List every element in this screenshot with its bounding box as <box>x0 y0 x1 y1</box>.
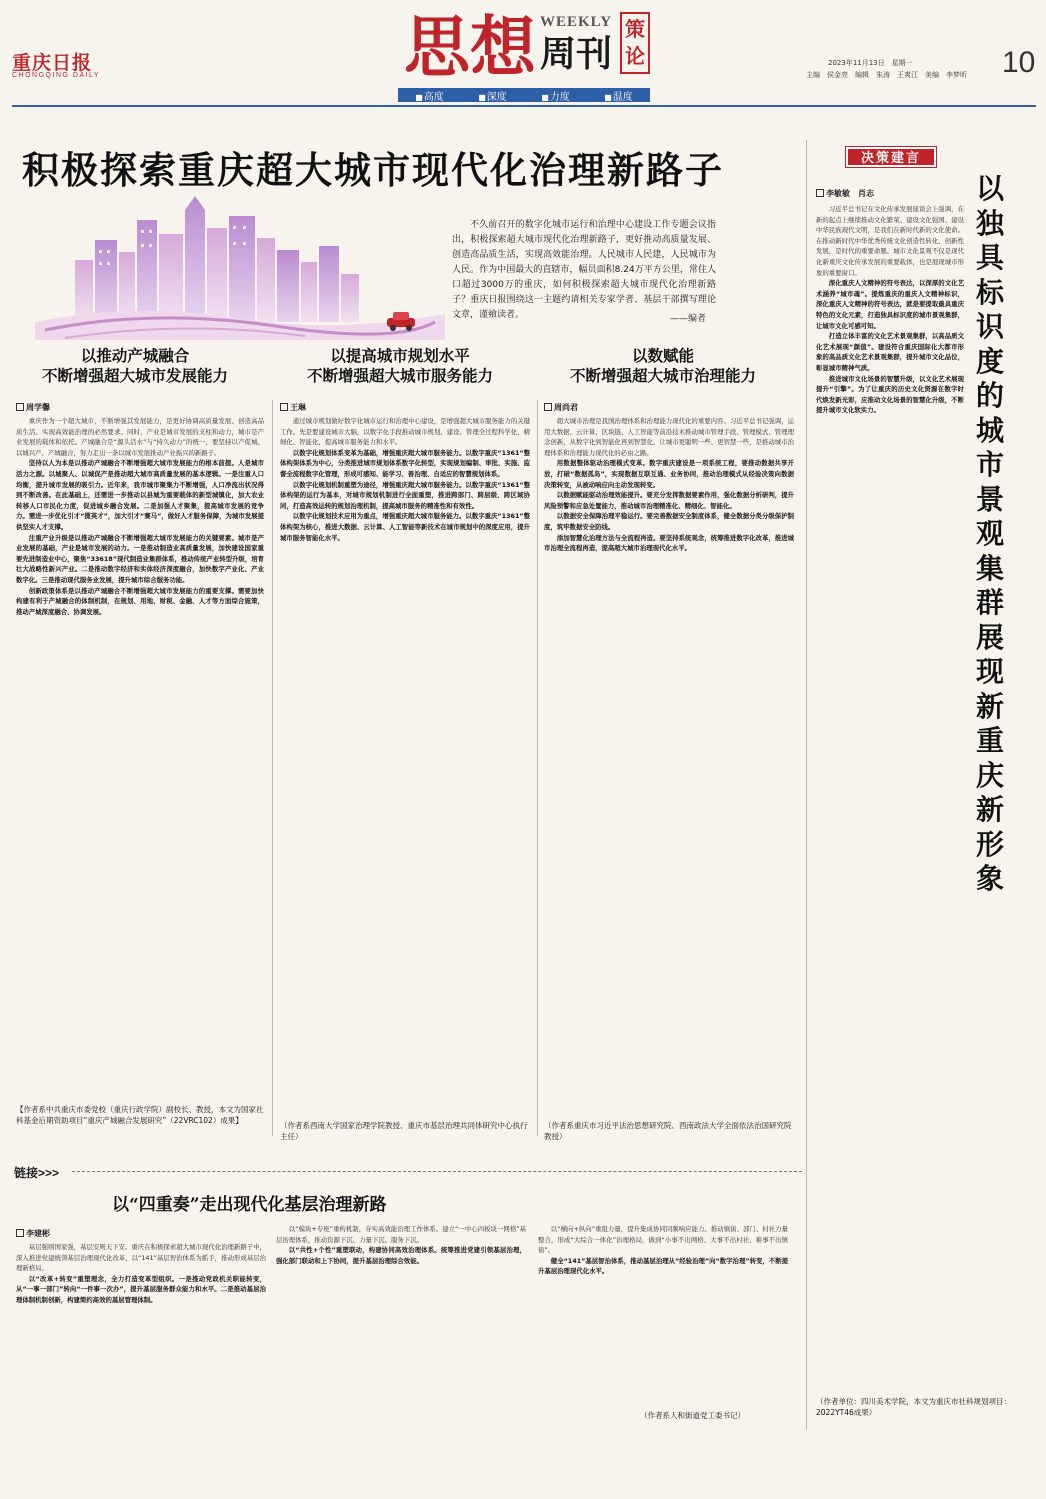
article-paragraph: 以“横向+纵向”重组力量，提升集成协同同频响应能力。推动镇街、部门、村社力量整合，形成“大综合一体化”治理格局，做到“小事不出网格、大事不出村社、难事不出镇街”。 <box>538 1225 788 1255</box>
tag-item: ■ 高度 <box>415 88 444 103</box>
link-article-col-2 <box>276 1224 526 1420</box>
article-paragraph: 以“共性+个性”重塑联动，构建协同高效治理体系。统筹推进党建引领基层治理，强化部门联动和上下协同，提升基层治理综合效能。 <box>276 1246 526 1265</box>
newspaper-logo: 重庆日报 <box>12 52 93 74</box>
article-3-byline: 周尚君 <box>544 402 578 413</box>
article-3-author-note: （作者系重庆市习近平法治思想研究院、西南政法大学全面依法治国研究院教授） <box>544 1121 792 1141</box>
article-paragraph: 健全“141”基层智治体系，推动基层治理从“经验治理”向“数字治理”转变，不断提升基层治理现代化水平。 <box>538 1256 788 1276</box>
tag-item: ■ 深度 <box>478 88 507 103</box>
link-article-author-note: （作者系人和街道党工委书记） <box>640 1411 745 1420</box>
article-paragraph: 创新政策体系是以推动产城融合不断增强超大城市发展能力的重要支撑。需要加快构建有利于产城融合的体制机制，在规划、用地、财税、金融、人才等方面综合施策，推动产城深度融合、协调发展。 <box>16 586 264 616</box>
masthead-divider <box>12 105 1036 107</box>
section-brand-subtitle: 周刊 <box>540 33 613 75</box>
link-article-title: 以“四重奏”走出现代化基层治理新路 <box>112 1195 387 1215</box>
link-section-divider <box>72 1171 802 1172</box>
article-2-subhead-line2: 不断增强超大城市服务能力 <box>306 366 493 385</box>
article-paragraph: 添加智慧化治理方法与全流程再造。要坚持系统观念，统筹推进数字化改革，推进城市治理全流程再造，提高超大城市治理现代化水平。 <box>544 533 794 553</box>
article-paragraph: 重庆作为一个超大城市，不断增强其发展能力，是更好协调高质量发展、创造高品质生活、实现高效能治理的必然要求。同时，产业是城市发展的支柱和动力，城市是产业发展的载体和依托。产城融合是“源头活水”与“持久动力”的统一，要坚持以产促城、以城兴产、产城融合，努力走出一条以城市发展推动产业振兴的新路子。 <box>16 417 264 457</box>
main-headline: 积极探索重庆超大城市现代化治理新路子 <box>22 148 724 192</box>
editor-credits: 主编 侯金亮 编辑 朱涛 王爽江 美编 李梦昕 <box>806 71 967 79</box>
link-article-byline: 李建彬 <box>16 1228 50 1239</box>
article-1-subhead-line2: 不断增强超大城市发展能力 <box>41 366 228 385</box>
article-paragraph: 以数字化规划体系变革为基础，增强重庆超大城市服务能力。以数字重庆“1361”整体构架体系为中心，分类推进城市规划体系数字化转型，实现规划编制、审批、实施、监督全流程数字化管理，形成可感知、能学习、善治理、自适应的智慧规划体系。 <box>280 448 530 478</box>
page-number: 10 <box>1002 46 1036 79</box>
article-2-body <box>280 416 530 1116</box>
article-2-subhead-line1: 以提高城市规划水平 <box>330 346 470 365</box>
article-1-body <box>16 416 264 1096</box>
section-badge: 决策建言 <box>846 147 936 167</box>
article-paragraph: 以数据安全保障治理平稳运行。要完善数据安全制度体系，健全数据分类分级保护制度，筑牢数据安全防线。 <box>544 512 794 531</box>
article-paragraph: 超大城市治理是我国治理体系和治理能力现代化的重要内容。习近平总书记强调，运用大数据、云计算、区块链、人工智能等前沿技术推动城市管理手段、管理模式、管理理念创新，从数字化到智能化再到智慧化，让城市更聪明一些、更智慧一些，是推动城市治理体系和治理能力现代化的必由之路。 <box>544 417 794 457</box>
article-paragraph: 注重产业升级是以推动产城融合不断增强超大城市发展能力的关键要素。城市是产业发展的基础，产业是城市发展的动力。一是推动制造业高质量发展，加快建设国家重要先进制造业中心，聚焦“33618”现代制造业集群体系，推动传统产业转型升级，培育壮大战略性新兴产业。二是推动数字经济和实体经济深度融合，加快数字产业化、产业数字化。三是推动现代服务业发展，提升城市综合服务功能。 <box>16 533 264 584</box>
article-2-subhead <box>284 346 516 386</box>
article-1-author-note: 【作者系中共重庆市委党校（重庆行政学院）副校长、教授，本文为国家社科基金后期资助项目“重庆产城融合发展研究”（22VRC102）成果】 <box>16 1105 264 1125</box>
article-paragraph: 以“改革+转变”重塑理念，全力打造变革型组织。一是推动党政机关职能转变，从“一事一部门”转向“一件事一次办”，提升基层服务群众能力和水平。二是推动基层治理体制机制创新，构建简约高效的基层管理体制。 <box>16 1274 266 1304</box>
editor-signature: ——编者 <box>670 314 707 324</box>
article-paragraph: 以数字化规划技术应用为重点，增强重庆超大城市服务能力。以数字重庆“1361”整体构架为核心，推进大数据、云计算、人工智能等新技术在城市规划中的深度应用，提升城市服务智能化水平。 <box>280 512 530 542</box>
weekly-label: WEEKLY <box>540 14 613 30</box>
feature-body <box>816 204 964 1364</box>
article-3-subhead-line1: 以数赋能 <box>631 346 694 365</box>
section-brand-title: 思想 <box>404 8 536 86</box>
editor-intro: 不久前召开的数字化城市运行和治理中心建设工作专题会议指出，积极探索超大城市现代化治理新路子，更好推动高质量发展、创造高品质生活，实现高效能治理。人民城市人民建，人民城市为人民。作为中国最大的直辖市，幅员面积8.24万平方公里，常住人口超过3000万的重庆，如何积极探索超大城市现代化治理新路子？重庆日报围绕这一主题约请相关专家学者、基层干部撰写理论文章，谨飨读者。 <box>452 220 716 320</box>
article-paragraph: 推进城市文化场景的智慧升级，以文化艺术展现提升“引擎”。为了让重庆的历史文化资源在数字时代焕发新光彩，应推动文化场景的智慧化升级，不断提升城市文化软实力。 <box>816 374 964 415</box>
link-article-col-1 <box>16 1242 266 1420</box>
article-1-subhead-line1: 以推动产城融合 <box>80 346 190 365</box>
article-paragraph: 习近平总书记在文化传承发展座谈会上强调，在新的起点上继续推动文化繁荣、建设文化强国、建设中华民族现代文明，是我们在新时代新的文化使命。在推动新时代中华优秀传统文化创造性转化、创新性发展，是时代的重要命题。城市文化景观不仅是现代化新重庆文化传承发展的重要载体，也是展现城市形象的重要窗口。 <box>816 205 964 277</box>
article-paragraph: 以数字化规划机制重塑为途径，增强重庆超大城市服务能力。以数字重庆“1361”整体构架的运行为基本，对城市规划机制进行全面重塑，推进跨部门、跨层级、跨区域协同，打造高效运转的规划治理机制，提高城市服务的精准性和有效性。 <box>280 480 530 510</box>
article-3-body <box>544 416 794 1116</box>
article-paragraph: 用数据整体驱动治理模式变革。数字重庆建设是一项系统工程，要推动数据共享开放，打破“数据孤岛”，实现数据互联互通、业务协同，推动治理模式从经验决策向数据决策转变，从被动响应向主动发现转变。 <box>544 459 794 489</box>
column-divider <box>272 400 273 1136</box>
newspaper-logo-en: CHONGQING DAILY <box>12 72 101 79</box>
column-divider <box>537 400 538 1136</box>
feature-vertical-title: 以独具标识度的城市景观集群展现新重庆新形象 <box>975 172 1004 895</box>
tag-item: ■ 温度 <box>604 88 633 103</box>
city-skyline-illustration <box>35 190 445 340</box>
article-1-subhead <box>24 346 246 386</box>
section-tags <box>398 88 650 102</box>
masthead <box>0 0 1046 108</box>
feature-author-note: （作者单位：四川美术学院，本文为重庆市社科规划项目：2022YT46成果） <box>816 1397 1011 1417</box>
article-3-subhead-line2: 不断增强超大城市治理能力 <box>569 366 756 385</box>
article-paragraph: 基层强则国家强，基层安则天下安。重庆在积极探索超大城市现代化治理新路子中，深入推进党建统领基层治理现代化改革，以“141”基层智治体系为抓手，推动形成基层治理新格局。 <box>16 1243 266 1273</box>
article-paragraph: 打造立体丰富的文化艺术景观集群，以高品质文化艺术展现“颜值”。建设符合重庆国际化大都市形象的高品质文化艺术景观集群，提升城市文化品位，彰显城市精神气质。 <box>816 332 964 372</box>
article-paragraph: 以“模块+专班”重构机制，夯实高效能治理工作体系。建立“一中心四板块一网格”基层治理体系，推动资源下沉、力量下沉、服务下沉。 <box>276 1225 526 1244</box>
feature-byline: 李敏敏 肖志 <box>816 188 874 199</box>
article-2-author-note: （作者系西南大学国家治理学院教授、重庆市基层治理共同体研究中心执行主任） <box>280 1121 528 1141</box>
link-section-label: 链接>>> <box>14 1166 60 1180</box>
link-article-col-3 <box>538 1224 788 1406</box>
article-2-byline: 王琳 <box>280 402 306 413</box>
column-divider <box>806 140 807 1430</box>
article-paragraph: 坚持以人为本是以推动产城融合不断增强超大城市发展能力的根本前提。人是城市活力之源。以城聚人、以城促产是推动超大城市高质量发展的基本逻辑。一是注重人口均衡，提升城市发展的吸引力。近年来，我市城市聚集力不断增强，人口净流出状况得到不断改善。在此基础上，还需进一步推动以县城为重要载体的新型城镇化，加大农业转移人口市民化力度，促进城乡融合发展。二是加强人才聚集，提高城市发展的竞争力。需进一步优化引才“揽英才”，加大引才“赛马”，做好人才服务保障，为城市发展提供坚实人才支撑。 <box>16 459 264 531</box>
section-brand-tag: 策论 <box>620 12 650 74</box>
article-paragraph: 通过城市规划做好数字化城市运行和治理中心建设，是增强超大城市服务能力的关键工作。先是要建设城市大脑，以数字化手段推动城市规划、建设、管理全过程科学化、精细化、智能化，提高城市服务能力和水平。 <box>280 417 530 447</box>
article-paragraph: 深化重庆人文精神的符号表达，以深厚的文化艺术涵养“城市魂”。提炼重庆的重庆人文精神标识，深化重庆人文精神的符号表达，就是要提取最具重庆特色的文化元素，打造独具标识度的城市景观集群，让城市文化可感可知。 <box>816 279 964 330</box>
article-1-byline: 周学馨 <box>16 402 50 413</box>
article-3-subhead <box>548 346 778 386</box>
tag-item: ■ 力度 <box>541 88 570 103</box>
article-paragraph: 以数据赋能驱动治理效能提升。要充分发挥数据要素作用，强化数据分析研判，提升风险预警和应急处置能力，推动城市治理精准化、精细化、智能化。 <box>544 491 794 510</box>
issue-date: 2023年11月13日 星期一 <box>828 59 913 67</box>
